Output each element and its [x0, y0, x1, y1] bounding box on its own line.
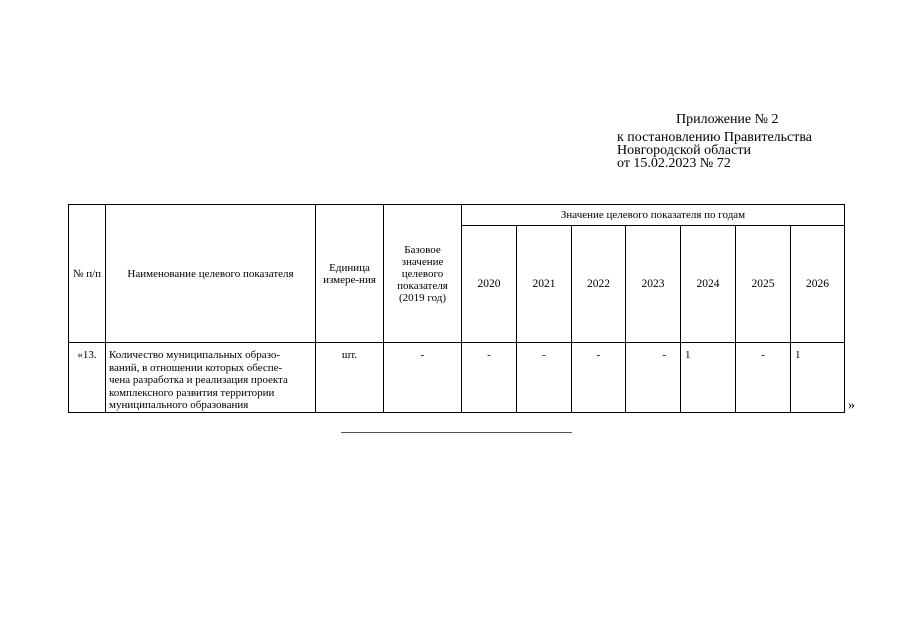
header-base: Базовое значение целевого показателя (2019 год) [384, 205, 462, 343]
row-name-line: Количество муниципальных образо- [109, 349, 281, 361]
header-year: 2023 [626, 226, 681, 343]
row-value: 1 [681, 343, 736, 413]
header-year: 2021 [517, 226, 572, 343]
row-value: - [626, 343, 681, 413]
row-base: - [384, 343, 462, 413]
header-year: 2026 [791, 226, 845, 343]
row-value: - [572, 343, 626, 413]
row-num: «13. [69, 343, 106, 413]
row-name-line: ваний, в отношении которых обеспе- [109, 361, 283, 374]
end-rule [341, 432, 572, 433]
header-year: 2020 [462, 226, 517, 343]
row-value: - [736, 343, 791, 413]
indicator-table [68, 204, 845, 413]
closing-quote: » [848, 398, 855, 413]
row-value: - [517, 343, 572, 413]
header-year: 2024 [681, 226, 736, 343]
header-name: Наименование целевого показателя [106, 205, 316, 343]
row-value: 1 [791, 343, 845, 413]
table-row [69, 343, 845, 413]
row-value: - [462, 343, 517, 413]
row-unit: шт. [316, 343, 384, 413]
appendix-title: Приложение № 2 [676, 112, 779, 127]
row-name [106, 343, 316, 413]
decree-line: к постановлению Правительства [617, 130, 813, 145]
row-name-line: муниципального образования [109, 399, 249, 411]
header-years-group: Значение целевого показателя по годам [462, 205, 845, 226]
decree-line: Новгородской области [617, 143, 751, 158]
decree-reference [617, 131, 812, 170]
header-unit: Единица измере-ния [316, 205, 384, 343]
decree-line: от 15.02.2023 № 72 [617, 156, 731, 171]
header-year: 2025 [736, 226, 791, 343]
row-name-line: комплексного развития территории [109, 386, 275, 399]
header-year: 2022 [572, 226, 626, 343]
row-name-line: чена разработка и реализация проекта [109, 374, 288, 386]
header-num: № п/п [69, 205, 106, 343]
